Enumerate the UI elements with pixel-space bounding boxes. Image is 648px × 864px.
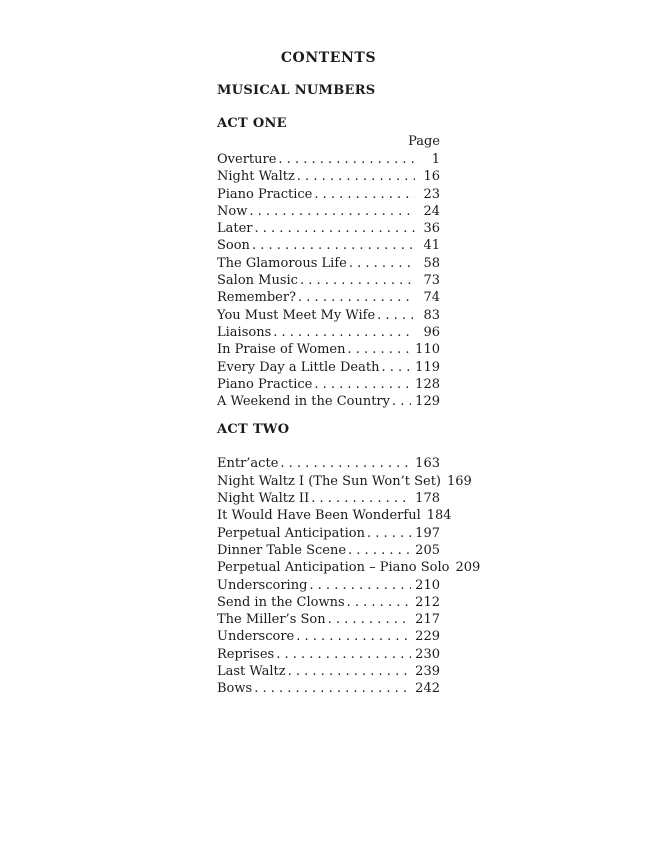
toc-entry-title: A Weekend in the Country [217,394,390,410]
toc-section [217,422,481,697]
toc-entry [217,359,440,376]
toc-entry [217,393,440,410]
toc-entry-title: Piano Practice [217,186,313,202]
toc-entry-page: 110 [415,342,440,358]
dot-leader [271,324,415,341]
toc-entry-title: Reprises [217,646,275,662]
toc-entry-page: 58 [423,255,440,271]
toc-entry-title: Night Waltz [217,169,295,185]
toc-entry-page: 74 [423,290,440,306]
toc-entry [217,611,440,628]
toc-entry [217,490,440,507]
toc-entry-title: Soon [217,238,250,254]
dot-leader [252,680,411,697]
toc-entry-page: 24 [423,203,440,219]
dot-leader [298,272,415,289]
dot-leader [253,220,415,237]
toc-entry-page: 184 [426,508,452,524]
toc-entry-title: Entr’acte [217,456,279,472]
sections [217,116,481,698]
toc-entry-title: In Praise of Women [217,342,346,358]
dot-leader [307,577,411,594]
toc-entry-title: Salon Music [217,273,298,289]
toc-entry-page: 163 [415,456,440,472]
toc-entry [217,341,440,358]
toc-entry [217,680,440,697]
toc-entry-title: Underscoring [217,577,308,593]
toc-entry [217,289,440,306]
toc-entry-page: 239 [415,664,440,680]
toc-entry-page: 16 [423,169,440,185]
toc-entry [217,220,440,237]
toc-entry [217,525,440,542]
musical-numbers-heading: MUSICAL NUMBERS [217,83,376,98]
toc-entry [217,376,440,393]
toc-entry-title: Later [217,221,253,237]
toc-entry-page: 96 [423,324,440,340]
dot-leader [346,542,411,559]
contents-page [217,0,481,698]
dot-leader [390,393,411,410]
toc-entry-page: 242 [415,681,440,697]
toc-entry-page: 169 [446,473,472,489]
toc-entry-title: Bows [217,681,253,697]
dot-leader [296,289,415,306]
toc-entry-page: 212 [415,594,440,610]
toc-entry-page: 210 [415,577,440,593]
toc-entry-page: 73 [423,273,440,289]
toc-entry [217,507,452,524]
toc-entry-page: 36 [423,221,440,237]
toc-entry [217,577,440,594]
toc-entry [217,473,472,490]
dot-leader [286,663,412,680]
toc-entry-title: It Would Have Been Wonderful [217,508,421,524]
dot-leader [312,186,415,203]
toc-entry-page: 197 [415,525,440,541]
dot-leader [365,525,411,542]
toc-entry-title: Send in the Clowns [217,594,345,610]
toc-entry-title: The Glamorous Life [217,255,347,271]
dot-leader [295,168,415,185]
toc-entries [217,455,481,697]
toc-entry-page: 209 [455,560,481,576]
toc-section [217,116,440,410]
dot-leader [379,359,411,376]
page-title: CONTENTS [280,50,377,66]
toc-entry [217,255,440,272]
toc-entry [217,307,440,324]
toc-entry-page: 217 [415,612,440,628]
toc-entry-title: Remember? [217,290,297,306]
toc-entry-page: 230 [415,646,440,662]
act-heading: ACT ONE [217,116,287,131]
toc-entry-title: Night Waltz II [217,491,310,507]
dot-leader [276,151,415,168]
toc-entry-page: 129 [415,394,440,410]
toc-entry [217,455,440,472]
dot-leader [247,203,415,220]
toc-entry [217,542,440,559]
toc-entry-title: Piano Practice [217,376,313,392]
dot-leader [375,307,415,324]
toc-entry-page: 1 [431,152,440,167]
toc-entry-title: Now [217,203,248,219]
dot-leader [326,611,412,628]
toc-entry-title: Perpetual Anticipation – Piano Solo [217,560,450,576]
toc-entry-title: The Miller’s Son [217,612,326,628]
act-heading: ACT TWO [217,422,290,438]
toc-entry [217,203,440,220]
toc-entry [217,237,440,254]
toc-entry [217,628,440,645]
toc-entry-page: 83 [423,307,440,323]
toc-entry [217,272,440,289]
dot-leader [278,455,411,472]
toc-entry-page: 41 [423,238,440,254]
toc-entry-page: 205 [415,542,440,558]
toc-entry [217,324,440,341]
toc-entry-title: Every Day a Little Death [217,359,380,375]
toc-entry [217,186,440,203]
dot-leader [347,255,415,272]
toc-entry [217,559,481,576]
toc-entry-title: Overture [217,152,277,167]
dot-leader [345,341,411,358]
dot-leader [250,237,415,254]
toc-entry-title: Last Waltz [217,664,286,680]
dot-leader [312,376,411,393]
toc-entry-title: Night Waltz I (The Sun Won’t Set) [217,473,441,489]
toc-entry [217,646,440,663]
page-column-label: Page [408,134,440,149]
dot-leader [309,490,411,507]
toc-entry [217,663,440,680]
dot-leader [294,628,411,645]
toc-entry-title: Perpetual Anticipation [217,525,365,541]
toc-entry-page: 128 [415,376,440,392]
toc-entry [217,594,440,611]
toc-entry-title: Liaisons [217,324,272,340]
dot-leader [274,646,411,663]
toc-entry [217,168,440,185]
toc-entries [217,151,440,410]
toc-entry-page: 229 [415,629,440,645]
toc-entry-title: Underscore [217,629,295,645]
dot-leader [345,594,412,611]
toc-entry-title: You Must Meet My Wife [217,307,376,323]
toc-entry-page: 178 [415,491,440,507]
toc-entry [217,151,440,168]
toc-entry-page: 119 [415,359,440,375]
toc-entry-title: Dinner Table Scene [217,542,347,558]
toc-entry-page: 23 [423,186,440,202]
